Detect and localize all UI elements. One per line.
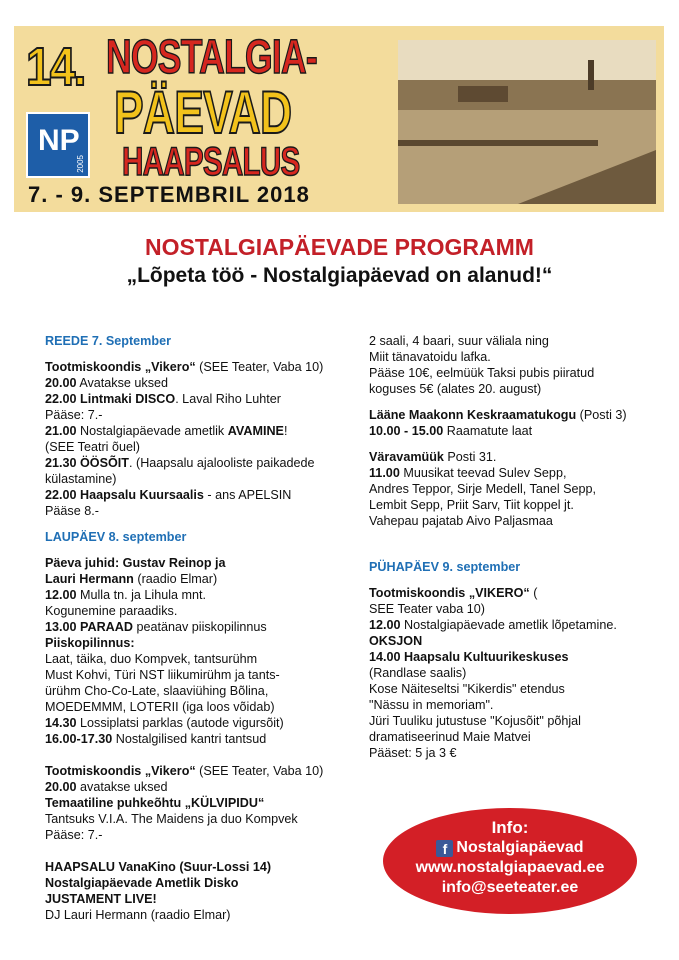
event-time: 20.00 (45, 780, 77, 794)
event-name: AVAMINE (227, 424, 284, 438)
event-text: Jüri Tuuliku jutustuse "Kojusõit" põhjal (369, 714, 581, 728)
day-heading-sunday: PÜHAPÄEV 9. september (369, 560, 521, 574)
venue-address: (SEE Teater, Vaba 10) (195, 360, 324, 374)
venue-address: Posti 31. (443, 450, 497, 464)
venue: HAAPSALU VanaKino (45, 860, 176, 874)
event-time: 20.00 (45, 376, 77, 390)
event-text: külastamine) (45, 472, 117, 486)
event-text: (SEE Teatri õuel) (45, 440, 140, 454)
event-text: avatakse uksed (76, 780, 168, 794)
banner-number: 14. (26, 37, 85, 97)
event-name: Piiskopilinnus: (45, 636, 135, 650)
venue: Lääne Maakonn Keskraamatukogu (369, 408, 577, 422)
venue-address: (Suur-Lossi 14) (175, 860, 272, 874)
banner-line1: NOSTALGIA- (106, 31, 317, 84)
event-name: 13.00 PARAAD (45, 620, 133, 634)
event-text: Nostalgiapäevade ametlik lõpetamine. (400, 618, 617, 632)
event-name: OKSJON (369, 634, 423, 648)
event-text: Must Kohvi, Türi NST liikumirühm ja tants- (45, 668, 280, 682)
event-name: 22.00 Haapsalu Kuursaalis (45, 488, 204, 502)
program-title: NOSTALGIAPÄEVADE PROGRAMM (145, 234, 534, 260)
ticket-price: koguses 5€ (alates 20. august) (369, 382, 542, 396)
event-name: 22.00 Lintmaki DISCO (45, 392, 176, 406)
event-text: DJ Lauri Hermann (raadio Elmar) (45, 908, 231, 922)
event-text: Kogunemine paraadiks. (45, 604, 178, 618)
event-name: Temaatiline puhkeõhtu „KÜLVIPIDU“ (45, 796, 265, 810)
venue-address: (SEE Teater, Vaba 10) (195, 764, 324, 778)
ticket-price: Pääset: 5 ja 3 € (369, 746, 457, 760)
event-text: Andres Teppor, Sirje Medell, Tanel Sepp, (369, 482, 597, 496)
event-time: 12.00 (45, 588, 77, 602)
venue-address: ( (529, 586, 538, 600)
event-time: 14.30 (45, 716, 77, 730)
event-text: (raadio Elmar) (133, 572, 218, 586)
logo-year: 2005 (76, 155, 85, 173)
event-text: Raamatute laat (443, 424, 533, 438)
banner-line2: PÄEVAD (114, 79, 292, 146)
venue-address: SEE Teater vaba 10) (369, 602, 485, 616)
event-text: Lossiplatsi parklas (autode vigursõit) (76, 716, 284, 730)
event-text: Nostalgilised kantri tantsud (112, 732, 267, 746)
ticket-price: Pääse 10€, eelmüük Taksi pubis piiratud (369, 366, 595, 380)
info-oval (383, 808, 637, 914)
event-text: ! (283, 424, 288, 438)
venue: Tootmiskoondis „Vikero“ (45, 764, 196, 778)
event-name: JUSTAMENT LIVE! (45, 892, 157, 906)
facebook-icon: f (436, 840, 453, 857)
event-text: . (Haapsalu ajalooliste paikadede (129, 456, 315, 470)
ticket-price: Pääse: 7.- (45, 828, 103, 842)
event-text: dramatiseerinud Maie Matvei (369, 730, 531, 744)
ticket-price: Pääse 8.- (45, 504, 99, 518)
event-text: Päeva juhid: Gustav Reinop ja (45, 556, 226, 570)
email-link[interactable]: info@seeteater.ee (441, 879, 579, 896)
event-text: Laat, täika, duo Kompvek, tantsurühm (45, 652, 258, 666)
schedule-right-column (369, 333, 669, 761)
event-text: Avatakse uksed (76, 376, 168, 390)
haapsalu-pier-photo (398, 40, 656, 204)
website-link[interactable]: www.nostalgiapaevad.ee (415, 859, 605, 876)
event-name: Nostalgiapäevade Ametlik Disko (45, 876, 239, 890)
event-text: Muusikat teevad Sulev Sepp, (399, 466, 567, 480)
event-text: Miit tänavatoidu lafka. (369, 350, 491, 364)
event-time: 11.00 (369, 466, 400, 480)
logo-letters: NP (38, 124, 80, 157)
event-text: Mulla tn. ja Lihula mnt. (76, 588, 207, 602)
info-heading: Info: (491, 818, 529, 837)
event-text: 2 saali, 4 baari, suur väliala ning (369, 334, 549, 348)
facebook-link[interactable]: Nostalgiapäevad (456, 839, 584, 856)
event-text: Kose Näiteseltsi "Kikerdis" etendus (369, 682, 565, 696)
event-time: 16.00-17.30 (45, 732, 113, 746)
banner-line3: HAAPSALUS (122, 140, 300, 184)
event-text: peatänav piiskopilinnus (132, 620, 267, 634)
event-text: MOEDEMMM, LOTERII (iga loos võidab) (45, 700, 275, 714)
event-text: "Nässu in memoriam". (369, 698, 494, 712)
program-slogan: „Lõpeta töö - Nostalgiapäevad on alanud!“ (126, 264, 553, 287)
venue-address: (Posti 3) (576, 408, 627, 422)
np-logo (26, 112, 90, 178)
event-time: 12.00 (369, 618, 401, 632)
venue: Tootmiskoondis „Vikero“ (45, 360, 196, 374)
venue: Väravamüük (369, 450, 444, 464)
schedule-left-column (45, 333, 355, 923)
banner-dates: 7. - 9. SEPTEMBRIL 2018 (28, 182, 310, 207)
day-heading-friday: REEDE 7. September (45, 334, 171, 348)
event-text: Tantsuks V.I.A. The Maidens ja duo Kompvek (45, 812, 298, 826)
venue: Tootmiskoondis „VIKERO“ (369, 586, 530, 600)
ticket-price: Pääse: 7.- (45, 408, 103, 422)
event-text: - ans APELSIN (203, 488, 292, 502)
event-name: 21.30 ÖÖSÕIT (45, 456, 129, 470)
event-name: 14.00 Haapsalu Kultuurikeskuses (369, 650, 569, 664)
event-name: Lauri Hermann (45, 572, 134, 586)
day-heading-saturday: LAUPÄEV 8. september (45, 530, 187, 544)
event-text: Vahepau pajatab Aivo Paljasmaa (369, 514, 553, 528)
header-banner (14, 26, 664, 212)
event-time: 21.00 (45, 424, 77, 438)
event-text: Nostalgiapäevade ametlik (76, 424, 228, 438)
event-time: 10.00 - 15.00 (369, 424, 444, 438)
event-text: (Randlase saalis) (369, 666, 467, 680)
event-text: ürühm Cho-Co-Late, slaaviühing Bõlina, (45, 684, 269, 698)
event-text: Lembit Sepp, Priit Sarv, Tiit koppel jt. (369, 498, 574, 512)
event-text: . Laval Riho Luhter (175, 392, 281, 406)
